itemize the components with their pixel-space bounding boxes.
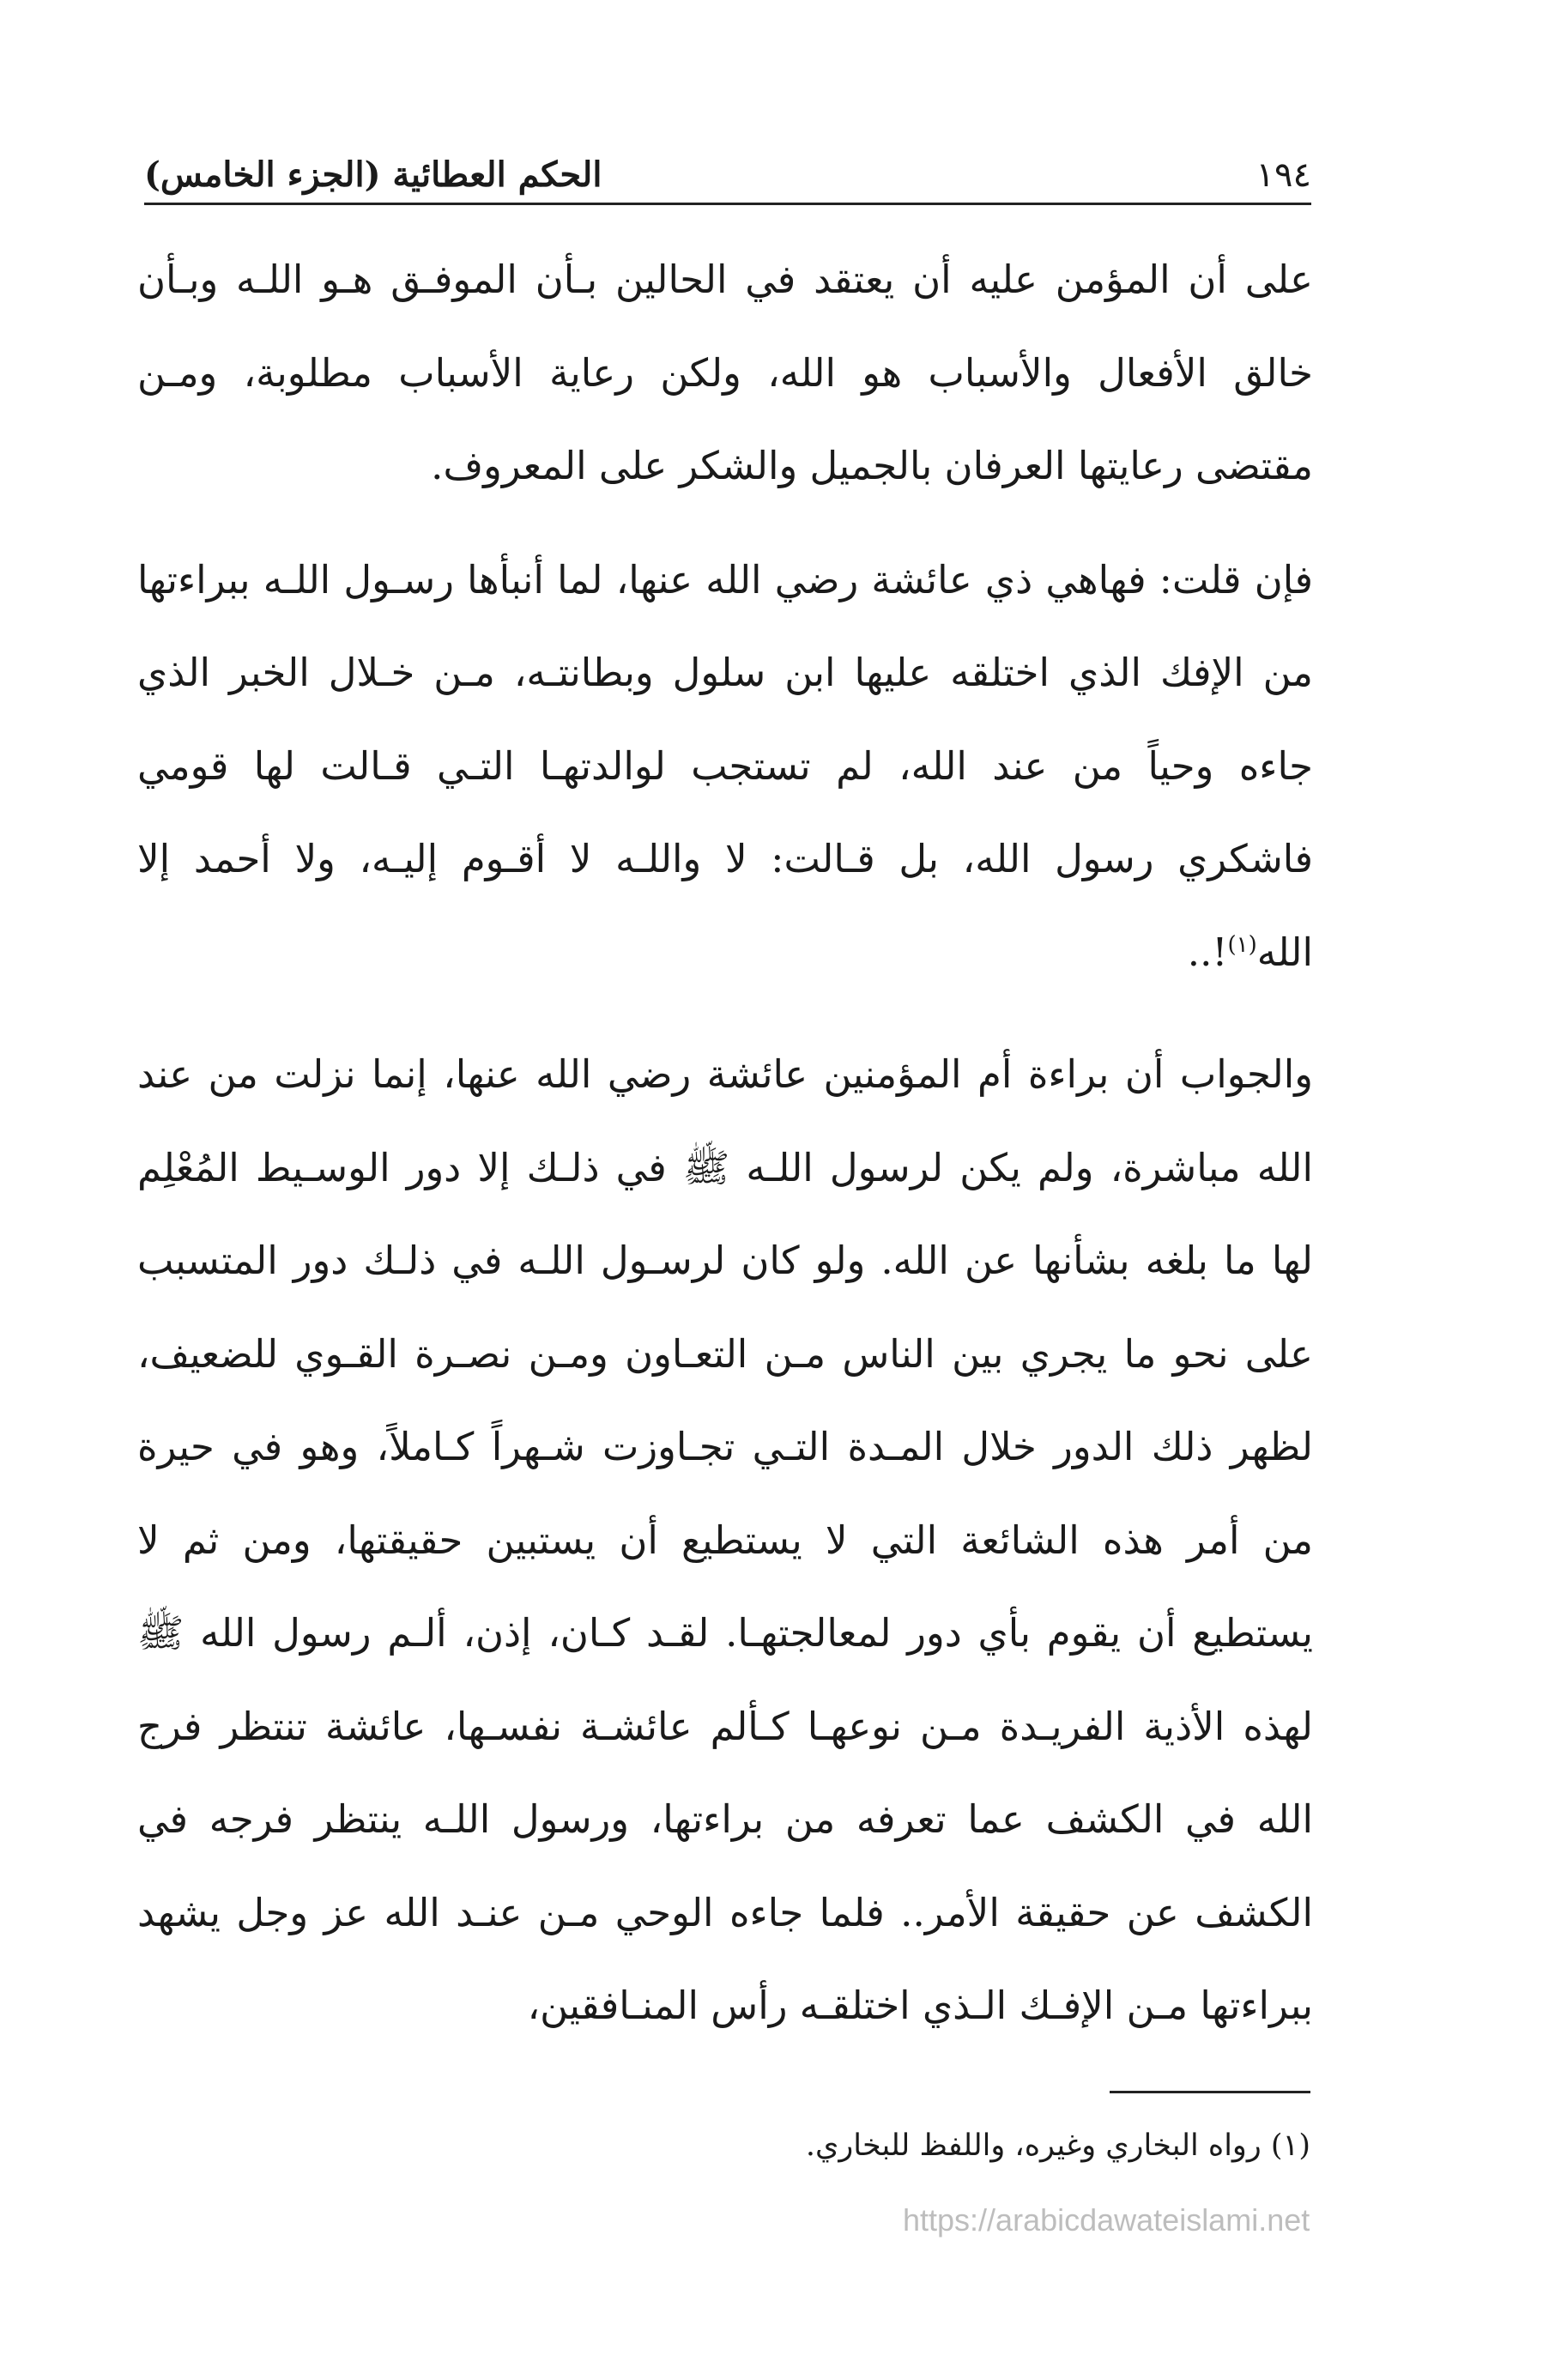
footnote-rule <box>1110 2091 1310 2093</box>
paragraph-2-ending: !.. <box>1187 929 1228 975</box>
footnote-reference: (١) <box>1227 931 1257 958</box>
paragraph-2-text: فإن قلت: فهاهي ذي عائشة رضي الله عنها، لما أنبأها رسـول اللـه ببراءتها من الإفك الذي اختلقه عليها ابن سلول وبطانتـه، مـن خـلال الخبر الذي جاءه وحياً من عند الله، لم تستجب لوالدتهـا التـي قـالت لها قومي فاشكري رسول الله، بل قـالت: لا واللـه لا أقـوم إليـه، ولا أحمد إلا الله <box>137 556 1313 975</box>
book-title: الحكم العطائية (الجزء الخامس) <box>144 154 602 195</box>
running-head <box>144 142 1311 195</box>
body-text <box>137 233 1313 2053</box>
paragraph-3: والجواب أن براءة أم المؤمنين عائشة رضي الله عنها، إنما نزلت من عند الله مباشرة، ولم يكن لرسول اللـه ﷺ في ذلـك إلا دور الوسـيط المُعْلِم لها ما بلغه بشأنها عن الله. ولو كان لرسـول اللـه في ذلـك دور المتسبب على نحو ما يجري بين الناس مـن التعـاون ومـن نصـرة القـوي للضعيف، لظهر ذلك الدور خلال المـدة التـي تجـاوزت شـهراً كـاملاً، وهو في حيرة من أمر هذه الشائعة التي لا يستطيع أن يستبين حقيقتها، ومن ثم لا يستطيع أن يقوم بأي دور لمعالجتهـا. لقـد كـان، إذن، ألـم رسول الله ﷺ لهذه الأذية الفريـدة مـن نوعهـا كـألم عائشـة نفسـها، عائشة تنتظر فرج الله في الكشف عما تعرفه من براءتها، ورسول اللـه ينتظر فرجه في الكشف عن حقيقة الأمر.. فلما جاءه الوحي مـن عنـد الله عز وجل يشهد ببراءتها مـن الإفـك الـذي اختلقـه رأس المنـافقين، <box>137 1051 1313 2028</box>
header-rule <box>144 203 1311 205</box>
paragraph-1: على أن المؤمن عليه أن يعتقد في الحالين بـأن الموفـق هـو اللـه وبـأن خالق الأفعال والأسباب هو الله، ولكن رعاية الأسباب مطلوبة، ومـن مقتضى رعايتها العرفان بالجميل والشكر على المعروف. <box>137 257 1313 488</box>
paragraph-2 <box>137 534 1313 1000</box>
footnote: (١) رواه البخاري وغيره، واللفظ للبخاري. <box>805 2129 1310 2163</box>
watermark-url: https://arabicdawateislami.net <box>903 2202 1310 2238</box>
page-number: ١٩٤ <box>1255 155 1311 195</box>
